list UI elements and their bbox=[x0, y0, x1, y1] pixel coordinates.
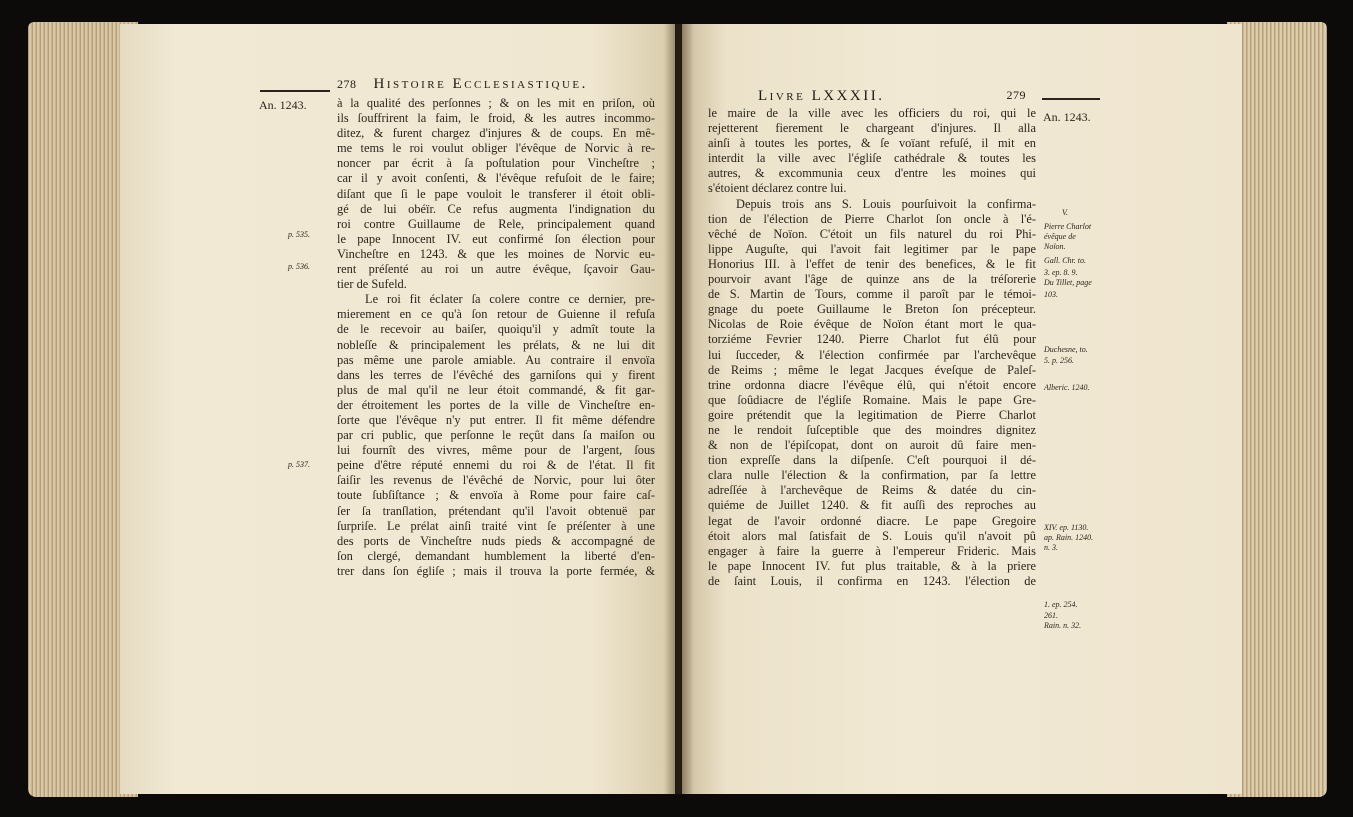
right-year-rule bbox=[1042, 98, 1100, 100]
text-line: autres, & excommunia ceux d'entre les moines qui bbox=[708, 166, 1036, 181]
text-line: le maire de la ville avec les officiers du roi, qui le bbox=[708, 106, 1036, 120]
right-margin-note: XIV. ep. 1130. bbox=[1044, 523, 1089, 532]
right-margin-note: 1. ep. 254. bbox=[1044, 600, 1078, 609]
book-gutter bbox=[664, 24, 694, 794]
text-line: à la qualité des perſonnes ; & on les mit en priſon, où bbox=[337, 96, 655, 110]
text-line: torziéme Fevrier 1240. Pierre Charlot fut élû pour bbox=[708, 332, 1036, 347]
text-line: vêché de Noïon. C'étoit un fils naturel du roi Phi- bbox=[708, 226, 1036, 241]
right-year: An. 1243. bbox=[1043, 110, 1091, 124]
text-line: le pape Innocent IV. fut plus traitable, & à la priere bbox=[708, 558, 1036, 573]
left-margin-ref: p. 537. bbox=[288, 460, 310, 469]
text-line: ainſi à toutes les portes, & ſe voïant refuſé, il mit en bbox=[708, 136, 1036, 151]
text-line: Vincheſtre en 1243. & que les moines de Norvic eu- bbox=[337, 246, 655, 261]
right-margin-note: 3. ep. 8. 9. bbox=[1044, 268, 1078, 277]
text-line: s'étoient déclarez contre lui. bbox=[708, 181, 847, 196]
text-line: ſer ſa tranſlation, prétendant qu'il l'avoit obtenuë par bbox=[337, 503, 655, 518]
right-margin-note: Duchesne, to. bbox=[1044, 345, 1088, 354]
right-margin-note: Rain. n. 32. bbox=[1044, 621, 1082, 630]
right-body-text bbox=[708, 106, 1036, 589]
text-line: tion de l'élection de Pierre Charlot ſon oncle à l'é- bbox=[708, 211, 1036, 226]
right-margin-note: 103. bbox=[1044, 290, 1058, 299]
text-line: tion expreſſe dans la diſpenſe. C'eſt pourquoi il dé- bbox=[708, 453, 1036, 468]
text-line: que ſoûdiacre de l'égliſe Romaine. Mais le pape Gre- bbox=[708, 392, 1036, 407]
text-line: pas même une parole amiable. Au contraire il envoïa bbox=[337, 352, 655, 367]
left-body-text bbox=[337, 96, 655, 579]
left-year: An. 1243. bbox=[259, 98, 307, 112]
text-line: des ports de Vincheſtre nuds pieds & accompagné de bbox=[337, 533, 655, 548]
text-line: goire prétendit que la legitimation de Pierre Charlot bbox=[708, 407, 1036, 422]
text-line: toute ſubſiſtance ; & envoïa à Rome pour faire caſ- bbox=[337, 488, 655, 503]
right-margin-note: 261. bbox=[1044, 611, 1058, 620]
left-running-head bbox=[337, 76, 588, 93]
text-line: de S. Martin de Tours, comme il paroît par le témoi- bbox=[708, 287, 1036, 302]
text-line: nobleſſe & principalement les prélats, & ne lui dit bbox=[337, 337, 655, 352]
text-line: Honorius III. à l'effet de tenir des benefices, & le fit bbox=[708, 256, 1036, 271]
text-line: ſaiſir les revenus de l'évêché de Norvic, pour lui ôter bbox=[337, 473, 655, 488]
text-line: gnage du poete Guillaume le Breton ſon précepteur. bbox=[708, 302, 1036, 317]
right-margin-note: Noïon. bbox=[1044, 242, 1066, 251]
right-margin-note: Du Tillet, page bbox=[1044, 278, 1092, 287]
text-line: interdit la ville avec l'égliſe cathédrale & toutes les bbox=[708, 151, 1036, 166]
text-line: le pape Innocent IV. eut confirmé ſon élection pour bbox=[337, 231, 655, 246]
right-margin-note: 5. p. 256. bbox=[1044, 356, 1074, 365]
text-line: trine ordonna diacre l'évêque élû, qui n'étoit encore bbox=[708, 377, 1036, 392]
text-line: quiéme de Juillet 1240. & fit auſſi des reproches au bbox=[708, 498, 1036, 513]
left-running-title: Histoire Ecclesiastique. bbox=[373, 76, 588, 92]
right-page-number: 279 bbox=[1006, 88, 1026, 102]
text-line: plus de mal qu'il ne leur étoit commandé, & fit gar- bbox=[337, 382, 655, 397]
left-year-rule bbox=[260, 90, 330, 92]
text-line: adreſſée à l'archevêque de Reims & datée du cin- bbox=[708, 483, 1036, 498]
text-line: tier de Sufeld. bbox=[337, 277, 407, 292]
text-line: rent préſenté au roi un autre évêque, ſçavoir Gau- bbox=[337, 262, 655, 277]
left-page-number: 278 bbox=[337, 77, 357, 91]
right-page-stack bbox=[1227, 22, 1327, 797]
text-line: pourvoir avant l'âge de quinze ans de la tréſorerie bbox=[708, 272, 1036, 287]
right-margin-note: Gall. Chr. to. bbox=[1044, 256, 1087, 265]
text-line: dans les terres de l'évêché des garniſons qui y firent bbox=[337, 367, 655, 382]
right-running-head bbox=[758, 88, 1026, 105]
text-line: étoit alors mal ſatisfait de S. Louis qu'il n'avoit pû bbox=[708, 528, 1036, 543]
text-line: Nicolas de Roie évêque de Noïon étant mort le qua- bbox=[708, 317, 1036, 332]
text-line: ne le rendoit ſuſceptible que des moindres dignitez bbox=[708, 422, 1036, 437]
text-line: rejetterent fierement le chargeant d'injures. Il alla bbox=[708, 121, 1036, 136]
text-line: ſurpriſe. Le prélat ainſi traité vint ſe préſenter à une bbox=[337, 518, 655, 533]
right-margin-note: Alberic. 1240. bbox=[1044, 383, 1090, 392]
text-line: gé de lui obéïr. Ce refus augmenta l'indignation du bbox=[337, 201, 655, 216]
text-line: noncer par écrit à ſa poſtulation pour Vincheſtre ; bbox=[337, 156, 655, 171]
text-line: mierement en ce qu'à ſon retour de Guienne il refuſa bbox=[337, 307, 655, 322]
text-line: legat de l'avoir ordonné diacre. Le pape Gregoire bbox=[708, 513, 1036, 528]
text-line: diſant que ſi le pape vouloit le transferer il étoit obli- bbox=[337, 186, 655, 201]
text-line: ſorte que l'évêque n'y put entrer. Il fit même défendre bbox=[337, 412, 655, 427]
text-line: Depuis trois ans S. Louis pourſuivoit la confirma- bbox=[736, 196, 1036, 211]
right-margin-note: évêque de bbox=[1044, 232, 1076, 241]
text-line: par cri public, que perſonne le reçût dans ſa maiſon ou bbox=[337, 428, 655, 443]
text-line: roi contre Guillaume de Rele, principalement quand bbox=[337, 216, 655, 231]
right-margin-note: V. bbox=[1062, 208, 1068, 217]
text-line: trer dans ſon égliſe ; mais il trouva la porte fermée, & bbox=[337, 563, 655, 578]
text-line: der étroitement les portes de la ville de Vincheſtre en- bbox=[337, 397, 655, 412]
text-line: & non de l'épiſcopat, dont on auroit dû faire men- bbox=[708, 438, 1036, 453]
text-line: me tems le roi voulut obliger l'évêque de Norvic à re- bbox=[337, 141, 655, 156]
text-line: ils ſouffrirent la faim, le froid, & les autres incommo- bbox=[337, 111, 655, 126]
right-running-title: Livre LXXXII. bbox=[758, 88, 885, 104]
text-line: de le recevoir au baiſer, quoiqu'il y admît toute la bbox=[337, 322, 655, 337]
text-line: lui ſucceder, & l'élection confirmée par l'archevêque bbox=[708, 347, 1036, 362]
text-line: lippe Auguſte, qui l'avoit fait legitimer par le pape bbox=[708, 241, 1036, 256]
text-line: Le roi fit éclater ſa colere contre ce dernier, pre- bbox=[365, 292, 655, 307]
text-line: ditez, & furent chargez d'injures & de coups. En mê- bbox=[337, 126, 655, 141]
text-line: lui fournît des vivres, même pour de l'argent, ſous bbox=[337, 443, 655, 458]
left-margin-ref: p. 535. bbox=[288, 230, 310, 239]
left-margin-ref: p. 536. bbox=[288, 262, 310, 271]
right-margin-note: Pierre Charlot bbox=[1044, 222, 1092, 231]
right-margin-note: n. 3. bbox=[1044, 543, 1058, 552]
text-line: peine d'être réputé ennemi du roi & de l'état. Il fit bbox=[337, 458, 655, 473]
text-line: car il y avoit conſenti, & l'évêque refuſoit de le faire; bbox=[337, 171, 655, 186]
right-margin-note: ap. Rain. 1240. bbox=[1044, 533, 1094, 542]
text-line: engager à faire la guerre à l'empereur Frideric. Mais bbox=[708, 543, 1036, 558]
text-line: clara nulle l'élection & la confirmation, par ſa lettre bbox=[708, 468, 1036, 483]
text-line: de ſaint Louis, il confirma en 1243. l'élection de bbox=[708, 573, 1036, 588]
text-line: de Reims ; même le legat Jacques éveſque de Paleſ- bbox=[708, 362, 1036, 377]
text-line: ſon clergé, demandant humblement la liberté d'en- bbox=[337, 548, 655, 563]
